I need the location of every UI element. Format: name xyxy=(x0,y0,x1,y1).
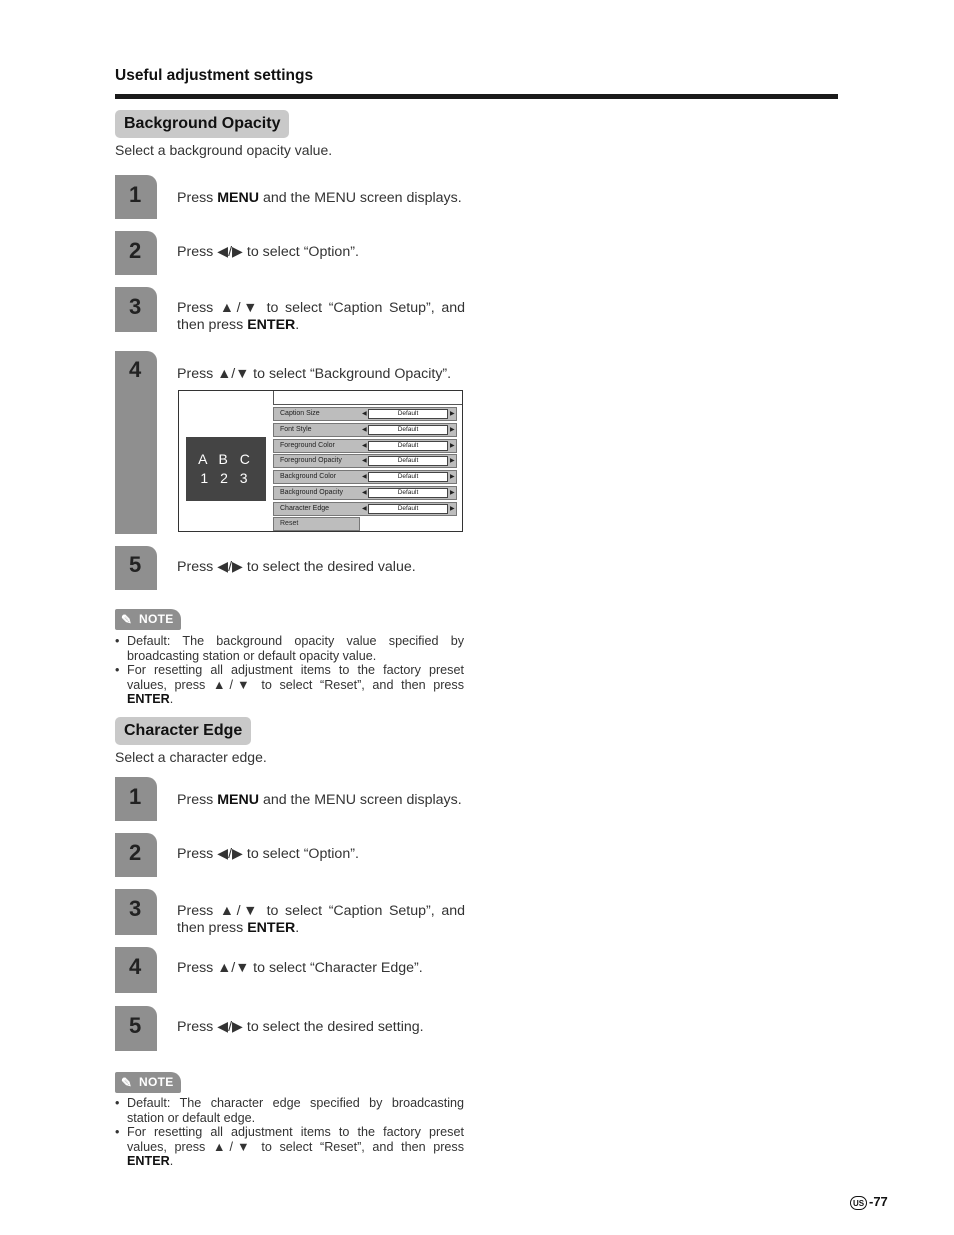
step-number: 1 xyxy=(115,777,157,821)
preview-letters: A B C xyxy=(198,451,254,467)
right-arrow-icon: ▶ xyxy=(450,505,455,512)
step-text: Press ▲/▼ to select “Caption Setup”, and then press ENTER. xyxy=(177,300,465,333)
right-arrow-icon: ▶ xyxy=(450,426,455,433)
preview-numbers: 1 2 3 xyxy=(200,470,252,486)
menu-row xyxy=(273,407,457,421)
menu-row xyxy=(273,423,457,437)
left-arrow-icon: ◀ xyxy=(362,411,367,417)
menu-row xyxy=(273,486,457,500)
menu-row-value: Default xyxy=(368,409,448,419)
header-title: Useful adjustment settings xyxy=(115,67,314,84)
right-arrow-icon: ▶ xyxy=(450,490,455,496)
left-arrow-icon: ◀ xyxy=(362,505,367,512)
menu-row-value: Default xyxy=(368,441,448,451)
pencil-icon: ✎ xyxy=(121,1075,132,1090)
note-badge xyxy=(115,609,181,630)
step-text: Press ◀/▶ to select “Option”. xyxy=(177,244,359,260)
step-number: 4 xyxy=(115,351,157,534)
menu-row-value: Default xyxy=(368,456,448,466)
menu-row-label: Foreground Color xyxy=(280,441,335,449)
pencil-icon: ✎ xyxy=(121,612,132,627)
step-text: Press ▲/▼ to select “Caption Setup”, and then press ENTER. xyxy=(177,903,465,936)
left-arrow-icon: ◀ xyxy=(362,490,367,496)
right-arrow-icon: ▶ xyxy=(450,458,455,465)
step-number: 3 xyxy=(115,889,157,935)
step-text: Press MENU and the MENU screen displays. xyxy=(177,190,462,206)
step-number: 5 xyxy=(115,1006,157,1051)
section-intro: Select a character edge. xyxy=(115,749,267,765)
step-text: Press ◀/▶ to select “Option”. xyxy=(177,846,359,862)
caption-preview xyxy=(186,437,266,501)
left-arrow-icon: ◀ xyxy=(362,474,367,481)
step-text: Press ◀/▶ to select the desired value. xyxy=(177,559,416,575)
section-title-character-edge: Character Edge xyxy=(115,717,251,745)
step-number: 2 xyxy=(115,833,157,877)
note-label: NOTE xyxy=(139,1075,174,1089)
menu-row-value: Default xyxy=(368,472,448,482)
menu-row-label: Caption Size xyxy=(280,410,320,417)
step-text: Press ◀/▶ to select the desired setting. xyxy=(177,1019,424,1035)
step-number: 1 xyxy=(115,175,157,219)
menu-row-value: Default xyxy=(368,425,448,435)
note-item: • Default: The background opacity value specified by broadcasting station or default opacity value. xyxy=(115,634,464,663)
section-intro: Select a background opacity value. xyxy=(115,142,333,158)
menu-row-value: Default xyxy=(368,504,448,514)
right-arrow-icon: ▶ xyxy=(450,411,455,417)
menu-header xyxy=(273,391,462,405)
note-item: • Default: The character edge specified by broadcasting station or default edge. xyxy=(115,1096,464,1125)
left-arrow-icon: ◀ xyxy=(362,458,367,465)
step-number: 3 xyxy=(115,287,157,332)
menu-row-label: Character Edge xyxy=(280,504,330,512)
note-label: NOTE xyxy=(139,612,174,626)
menu-row xyxy=(273,502,457,516)
menu-row xyxy=(273,439,457,453)
menu-row-label: Background Opacity xyxy=(280,489,344,496)
menu-row-value: Default xyxy=(368,488,448,498)
note-list xyxy=(115,634,464,707)
step-text: Press ▲/▼ to select “Character Edge”. xyxy=(177,960,423,976)
step-number: 4 xyxy=(115,947,157,993)
step-text: Press ▲/▼ to select “Background Opacity”. xyxy=(177,366,452,382)
note-badge xyxy=(115,1072,181,1093)
menu-row xyxy=(273,470,457,484)
step-text: Press MENU and the MENU screen displays. xyxy=(177,792,462,808)
header-rule xyxy=(115,94,838,99)
left-arrow-icon: ◀ xyxy=(362,426,367,433)
menu-row xyxy=(273,454,457,468)
page-number: US -77 xyxy=(850,1194,888,1210)
menu-row-label: Font Style xyxy=(280,425,312,433)
menu-row-label: Background Color xyxy=(280,473,337,481)
section-title-background-opacity: Background Opacity xyxy=(115,110,289,138)
menu-row-reset xyxy=(273,517,360,531)
right-arrow-icon: ▶ xyxy=(450,474,455,481)
menu-row-label: Foreground Opacity xyxy=(280,457,342,465)
step-number: 2 xyxy=(115,231,157,275)
caption-setup-screen xyxy=(178,390,463,532)
step-number: 5 xyxy=(115,546,157,590)
region-badge: US xyxy=(850,1196,867,1210)
note-list xyxy=(115,1096,464,1169)
note-item: • For resetting all adjustment items to the factory preset values, press ▲/▼ to select “Reset”, and then press ENTER. xyxy=(115,1125,464,1169)
left-arrow-icon: ◀ xyxy=(362,442,367,449)
right-arrow-icon: ▶ xyxy=(450,442,455,449)
reset-label: Reset xyxy=(280,520,299,527)
note-item: • For resetting all adjustment items to the factory preset values, press ▲/▼ to select “Reset”, and then press ENTER. xyxy=(115,663,464,707)
